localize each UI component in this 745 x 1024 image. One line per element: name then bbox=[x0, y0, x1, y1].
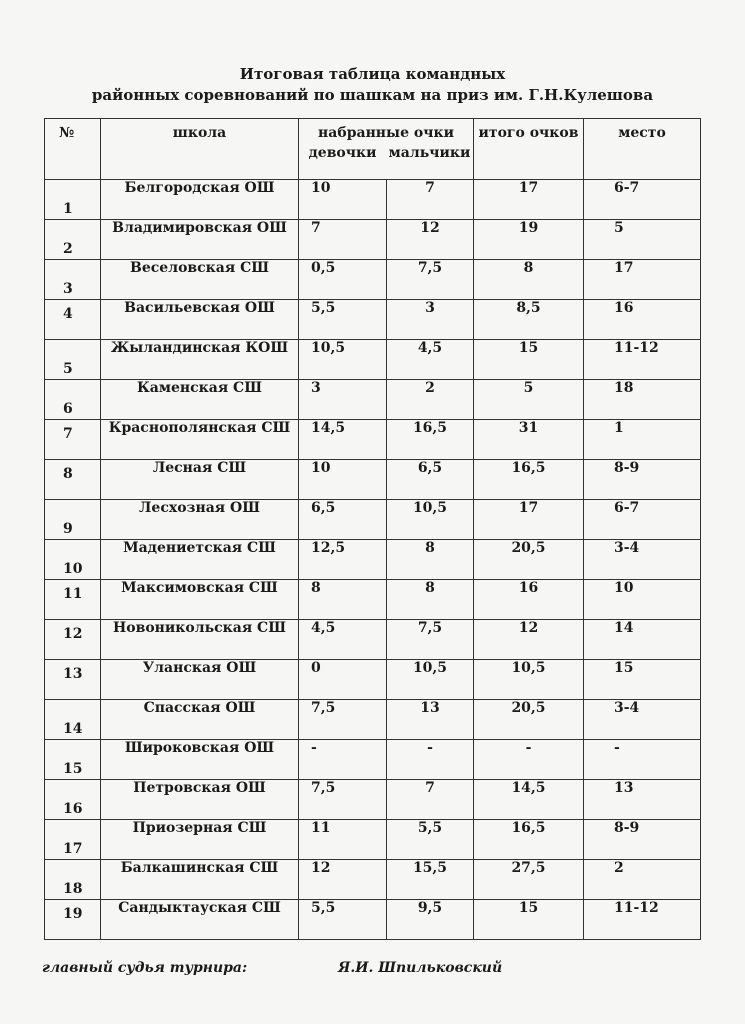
table-row bbox=[45, 380, 701, 420]
girls-points: 0 bbox=[299, 660, 387, 700]
place: 2 bbox=[584, 860, 701, 900]
table-row bbox=[45, 700, 701, 740]
boys-points: 8 bbox=[387, 580, 474, 620]
school-name: Балкашинская СШ bbox=[101, 860, 299, 900]
table-row bbox=[45, 620, 701, 660]
school-name: Васильевская ОШ bbox=[101, 300, 299, 340]
row-number: 16 bbox=[45, 780, 101, 820]
header-place: место bbox=[584, 119, 701, 180]
place: 17 bbox=[584, 260, 701, 300]
total-points: - bbox=[474, 740, 584, 780]
boys-points: 16,5 bbox=[387, 420, 474, 460]
place: 16 bbox=[584, 300, 701, 340]
row-number: 2 bbox=[45, 220, 101, 260]
header-points: набранные очки девочки мальчики bbox=[299, 119, 474, 180]
total-points: 15 bbox=[474, 340, 584, 380]
girls-points: 10,5 bbox=[299, 340, 387, 380]
row-number: 15 bbox=[45, 740, 101, 780]
row-number: 4 bbox=[45, 300, 101, 340]
school-name: Краснополянская СШ bbox=[101, 420, 299, 460]
place: 14 bbox=[584, 620, 701, 660]
table-row bbox=[45, 460, 701, 500]
total-points: 8,5 bbox=[474, 300, 584, 340]
girls-points: 10 bbox=[299, 460, 387, 500]
row-number: 7 bbox=[45, 420, 101, 460]
row-number: 10 bbox=[45, 540, 101, 580]
girls-points: 10 bbox=[299, 180, 387, 220]
table-row bbox=[45, 260, 701, 300]
place: 13 bbox=[584, 780, 701, 820]
school-name: Веселовская СШ bbox=[101, 260, 299, 300]
girls-points: 0,5 bbox=[299, 260, 387, 300]
boys-points: 7 bbox=[387, 780, 474, 820]
boys-points: 15,5 bbox=[387, 860, 474, 900]
boys-points: 6,5 bbox=[387, 460, 474, 500]
total-points: 8 bbox=[474, 260, 584, 300]
boys-points: 5,5 bbox=[387, 820, 474, 860]
school-name: Лесхозная ОШ bbox=[101, 500, 299, 540]
title-line-1: Итоговая таблица командных bbox=[239, 65, 506, 83]
girls-points: 7,5 bbox=[299, 780, 387, 820]
place: 6-7 bbox=[584, 180, 701, 220]
place: - bbox=[584, 740, 701, 780]
girls-points: 6,5 bbox=[299, 500, 387, 540]
place: 1 bbox=[584, 420, 701, 460]
boys-points: 2 bbox=[387, 380, 474, 420]
boys-points: 7,5 bbox=[387, 260, 474, 300]
girls-points: 11 bbox=[299, 820, 387, 860]
row-number: 18 bbox=[45, 860, 101, 900]
table-row bbox=[45, 340, 701, 380]
place: 18 bbox=[584, 380, 701, 420]
girls-points: 12 bbox=[299, 860, 387, 900]
total-points: 17 bbox=[474, 500, 584, 540]
header-boys: мальчики bbox=[388, 145, 471, 161]
row-number: 17 bbox=[45, 820, 101, 860]
girls-points: 5,5 bbox=[299, 300, 387, 340]
table-row bbox=[45, 780, 701, 820]
girls-points: 14,5 bbox=[299, 420, 387, 460]
total-points: 10,5 bbox=[474, 660, 584, 700]
judge-label: главный судья турнира: bbox=[42, 960, 248, 976]
place: 3-4 bbox=[584, 700, 701, 740]
header-girls: девочки bbox=[308, 145, 377, 161]
school-name: Петровская ОШ bbox=[101, 780, 299, 820]
girls-points: 5,5 bbox=[299, 900, 387, 940]
results-table bbox=[44, 118, 701, 940]
boys-points: 13 bbox=[387, 700, 474, 740]
total-points: 27,5 bbox=[474, 860, 584, 900]
girls-points: 7,5 bbox=[299, 700, 387, 740]
place: 11-12 bbox=[584, 340, 701, 380]
row-number: 8 bbox=[45, 460, 101, 500]
school-name: Широковская ОШ bbox=[101, 740, 299, 780]
total-points: 20,5 bbox=[474, 540, 584, 580]
school-name: Каменская СШ bbox=[101, 380, 299, 420]
boys-points: 10,5 bbox=[387, 500, 474, 540]
place: 8-9 bbox=[584, 820, 701, 860]
total-points: 5 bbox=[474, 380, 584, 420]
total-points: 16,5 bbox=[474, 820, 584, 860]
place: 15 bbox=[584, 660, 701, 700]
table-row bbox=[45, 540, 701, 580]
title-line-2: районных соревнований по шашкам на приз им. Г.Н.Кулешова bbox=[91, 86, 654, 104]
girls-points: - bbox=[299, 740, 387, 780]
school-name: Белгородская ОШ bbox=[101, 180, 299, 220]
boys-points: 3 bbox=[387, 300, 474, 340]
table-row bbox=[45, 220, 701, 260]
table-row bbox=[45, 740, 701, 780]
row-number: 1 bbox=[45, 180, 101, 220]
row-number: 14 bbox=[45, 700, 101, 740]
boys-points: 8 bbox=[387, 540, 474, 580]
table-row bbox=[45, 420, 701, 460]
header-row bbox=[45, 119, 701, 180]
boys-points: 10,5 bbox=[387, 660, 474, 700]
total-points: 31 bbox=[474, 420, 584, 460]
school-name: Спасская ОШ bbox=[101, 700, 299, 740]
total-points: 17 bbox=[474, 180, 584, 220]
header-school: школа bbox=[101, 119, 299, 180]
total-points: 14,5 bbox=[474, 780, 584, 820]
school-name: Лесная СШ bbox=[101, 460, 299, 500]
school-name: Жыландинская КОШ bbox=[101, 340, 299, 380]
total-points: 15 bbox=[474, 900, 584, 940]
judge-signature-name: Я.И. Шпильковский bbox=[338, 960, 503, 976]
boys-points: 12 bbox=[387, 220, 474, 260]
row-number: 9 bbox=[45, 500, 101, 540]
girls-points: 4,5 bbox=[299, 620, 387, 660]
header-num: № bbox=[45, 119, 101, 180]
place: 10 bbox=[584, 580, 701, 620]
table-row bbox=[45, 500, 701, 540]
row-number: 12 bbox=[45, 620, 101, 660]
boys-points: 4,5 bbox=[387, 340, 474, 380]
table-row bbox=[45, 300, 701, 340]
boys-points: 9,5 bbox=[387, 900, 474, 940]
header-total: итого очков bbox=[474, 119, 584, 180]
girls-points: 7 bbox=[299, 220, 387, 260]
place: 6-7 bbox=[584, 500, 701, 540]
row-number: 11 bbox=[45, 580, 101, 620]
total-points: 20,5 bbox=[474, 700, 584, 740]
place: 5 bbox=[584, 220, 701, 260]
boys-points: 7 bbox=[387, 180, 474, 220]
school-name: Уланская ОШ bbox=[101, 660, 299, 700]
total-points: 19 bbox=[474, 220, 584, 260]
total-points: 16,5 bbox=[474, 460, 584, 500]
document-title bbox=[0, 64, 745, 106]
school-name: Новоникольская СШ bbox=[101, 620, 299, 660]
place: 11-12 bbox=[584, 900, 701, 940]
girls-points: 8 bbox=[299, 580, 387, 620]
place: 8-9 bbox=[584, 460, 701, 500]
school-name: Владимировская ОШ bbox=[101, 220, 299, 260]
table-row bbox=[45, 180, 701, 220]
school-name: Сандыктауская СШ bbox=[101, 900, 299, 940]
row-number: 3 bbox=[45, 260, 101, 300]
row-number: 5 bbox=[45, 340, 101, 380]
row-number: 6 bbox=[45, 380, 101, 420]
total-points: 16 bbox=[474, 580, 584, 620]
boys-points: - bbox=[387, 740, 474, 780]
table-row bbox=[45, 580, 701, 620]
school-name: Приозерная СШ bbox=[101, 820, 299, 860]
girls-points: 3 bbox=[299, 380, 387, 420]
boys-points: 7,5 bbox=[387, 620, 474, 660]
table-row bbox=[45, 660, 701, 700]
table-row bbox=[45, 900, 701, 940]
school-name: Мадениетская СШ bbox=[101, 540, 299, 580]
row-number: 19 bbox=[45, 900, 101, 940]
table-row bbox=[45, 860, 701, 900]
table-row bbox=[45, 820, 701, 860]
place: 3-4 bbox=[584, 540, 701, 580]
girls-points: 12,5 bbox=[299, 540, 387, 580]
total-points: 12 bbox=[474, 620, 584, 660]
school-name: Максимовская СШ bbox=[101, 580, 299, 620]
row-number: 13 bbox=[45, 660, 101, 700]
